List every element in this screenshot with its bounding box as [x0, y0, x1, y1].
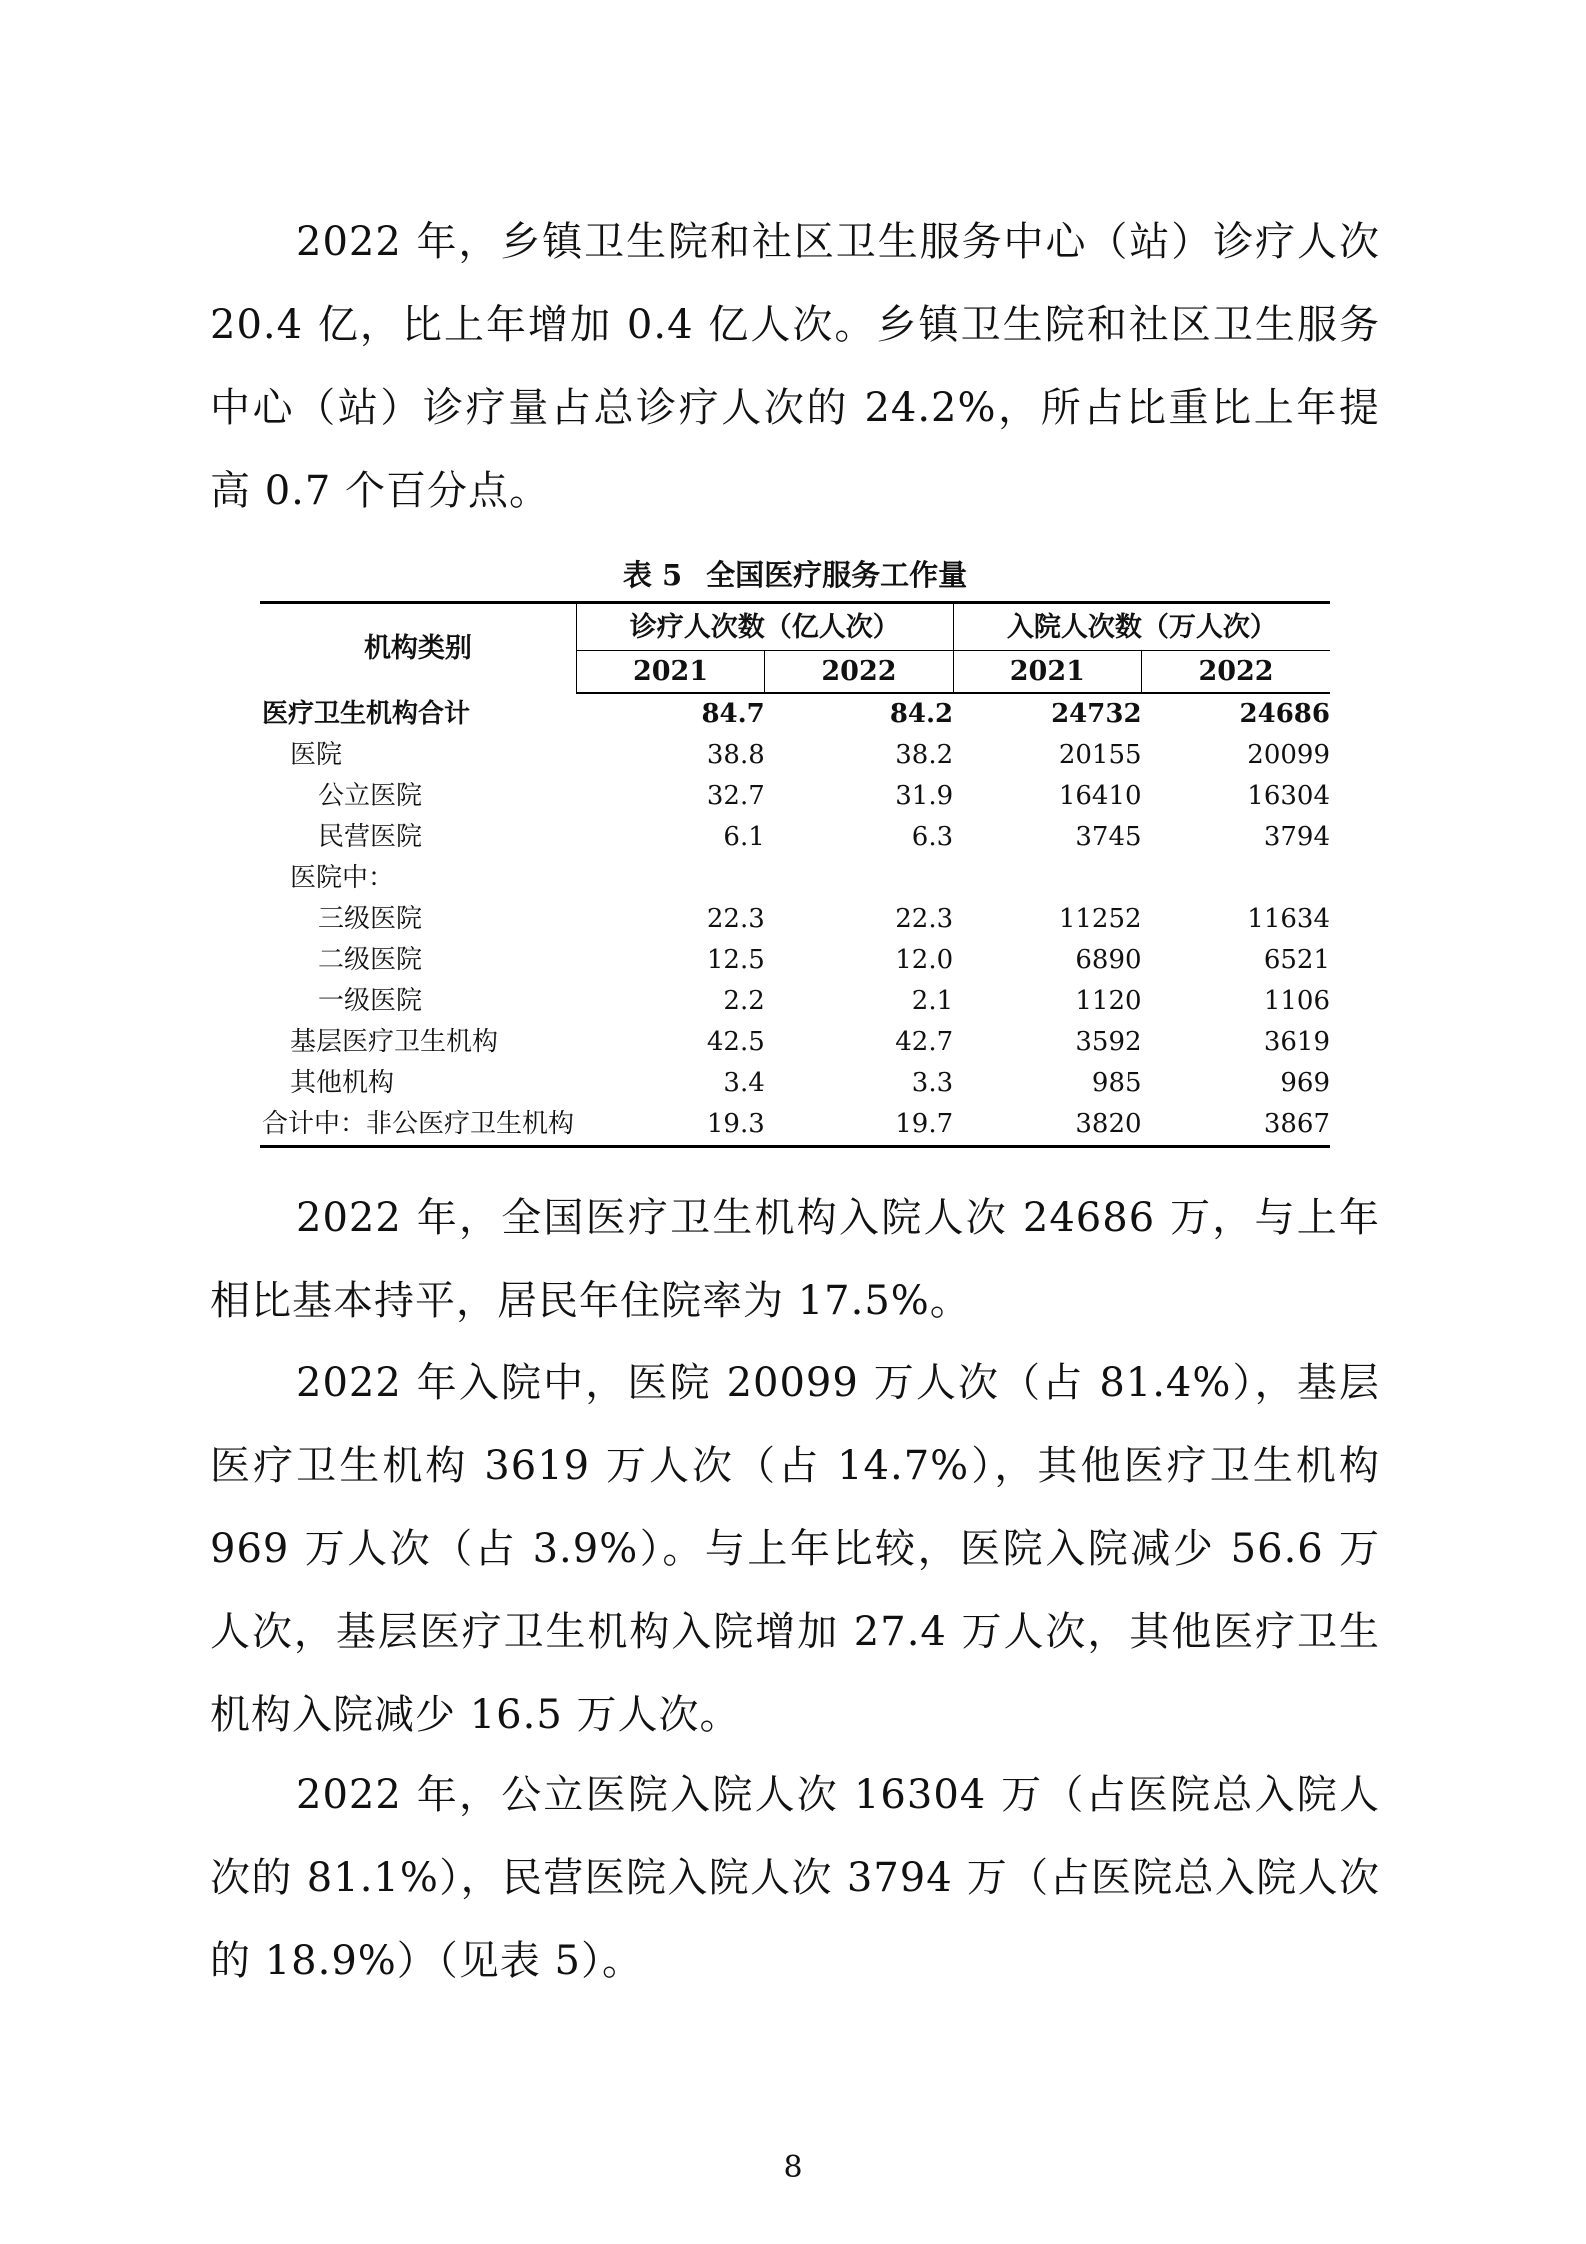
cell-value: 3820 — [953, 1104, 1141, 1147]
row-label: 一级医院 — [318, 986, 423, 1016]
table-caption — [260, 553, 1330, 597]
cell-value: 20155 — [1058, 740, 1142, 770]
cell-value: 6890 — [1075, 945, 1142, 975]
page-number: 8 — [783, 2150, 803, 2185]
table-row — [260, 1063, 1330, 1104]
table-row — [260, 858, 1330, 899]
cell-value: 2.2 — [723, 986, 765, 1016]
cell-value: 22.3 — [895, 904, 954, 934]
cell-value: 38.2 — [895, 740, 954, 770]
table-number: 表 5 — [622, 558, 683, 592]
cell-value: 42.7 — [895, 1027, 954, 1057]
cell-value: 3745 — [1075, 822, 1142, 852]
row-label: 基层医疗卫生机构 — [290, 1027, 499, 1057]
cell-value: 24686 — [1239, 699, 1330, 729]
cell-value: 31.9 — [895, 781, 954, 811]
cell-value: 3794 — [1263, 822, 1330, 852]
paragraph-admissions-total: 2022 年，全国医疗卫生机构入院人次 24686 万，与上年相比基本持平，居民年住院率为 17.5%。 — [210, 1195, 1380, 1324]
cell-value: 6.1 — [723, 822, 765, 852]
cell-value: 20099 — [1247, 740, 1330, 770]
table-row — [260, 899, 1330, 940]
table-row — [260, 981, 1330, 1022]
cell-value: 969 — [1280, 1068, 1330, 1098]
cell-value: 24732 — [1051, 699, 1142, 729]
table-row — [260, 817, 1330, 858]
row-label: 医院中： — [290, 863, 395, 893]
cell-value: 16410 — [1058, 781, 1142, 811]
cell-value: 16304 — [1247, 781, 1330, 811]
paragraph-admissions-breakdown: 2022 年入院中，医院 20099 万人次（占 81.4%），基层医疗卫生机构 3619 万人次（占 14.7%），其他医疗卫生机构 969 万人次（占 3.9%）。与上年比较，医院入院减少 56.6 万人次，基层医疗卫生机构入院增加 27.4 万人次，其他医疗卫生机构入院减少 16.5 万人次。 — [210, 1360, 1380, 1738]
table-row — [260, 1104, 1330, 1147]
row-label: 公立医院 — [318, 781, 423, 811]
paragraph-outpatient-visits: 2022 年，乡镇卫生院和社区卫生服务中心（站）诊疗人次 20.4 亿，比上年增加 0.4 亿人次。乡镇卫生院和社区卫生服务中心（站）诊疗量占总诊疗人次的 24.2%，所占比重比上年提高 0.7 个百分点。 — [210, 219, 1380, 514]
cell-value — [1142, 858, 1330, 899]
row-label: 医院 — [290, 740, 343, 770]
header-category: 机构类别 — [260, 603, 576, 694]
row-label: 合计中：非公医疗卫生机构 — [260, 1104, 576, 1147]
row-label: 三级医院 — [318, 904, 423, 934]
table-row — [260, 693, 1330, 735]
cell-value: 3619 — [1263, 1027, 1330, 1057]
cell-value: 84.2 — [889, 699, 954, 729]
table-title: 全国医疗服务工作量 — [706, 558, 968, 592]
medical-service-workload-table — [260, 601, 1330, 1148]
table-row — [260, 1022, 1330, 1063]
cell-value: 12.5 — [706, 945, 765, 975]
cell-value: 1120 — [1075, 986, 1142, 1016]
cell-value: 11252 — [1058, 904, 1142, 934]
paragraph-public-private-hospitals: 2022 年，公立医院入院人次 16304 万（占医院总入院人次的 81.1%），民营医院入院人次 3794 万（占医院总入院人次的 18.9%）（见表 5）。 — [210, 1772, 1380, 1984]
cell-value: 6521 — [1263, 945, 1330, 975]
header-admissions: 入院人次数（万人次） — [953, 603, 1330, 651]
header-year: 2022 — [765, 651, 953, 694]
cell-value — [953, 858, 1141, 899]
cell-value: 22.3 — [706, 904, 765, 934]
row-label: 医疗卫生机构合计 — [262, 698, 471, 729]
cell-value: 42.5 — [706, 1027, 765, 1057]
cell-value: 12.0 — [895, 945, 954, 975]
row-label: 民营医院 — [318, 822, 423, 852]
row-label: 其他机构 — [290, 1068, 395, 1098]
cell-value: 38.8 — [706, 740, 765, 770]
cell-value: 2.1 — [911, 986, 954, 1016]
cell-value: 19.3 — [576, 1104, 764, 1147]
row-label: 二级医院 — [318, 945, 423, 975]
cell-value — [765, 858, 953, 899]
cell-value: 11634 — [1247, 904, 1330, 934]
header-year: 2021 — [953, 651, 1141, 694]
cell-value: 32.7 — [706, 781, 765, 811]
cell-value: 6.3 — [911, 822, 954, 852]
cell-value: 3.4 — [723, 1068, 765, 1098]
cell-value: 3.3 — [911, 1068, 954, 1098]
table-row — [260, 776, 1330, 817]
cell-value: 985 — [1091, 1068, 1142, 1098]
cell-value: 3592 — [1075, 1027, 1142, 1057]
cell-value — [576, 858, 764, 899]
cell-value: 84.7 — [701, 699, 765, 729]
cell-value: 3867 — [1142, 1104, 1330, 1147]
cell-value: 19.7 — [765, 1104, 953, 1147]
cell-value: 1106 — [1263, 986, 1330, 1016]
table-row — [260, 735, 1330, 776]
header-year: 2022 — [1142, 651, 1330, 694]
table-row — [260, 940, 1330, 981]
header-year: 2021 — [576, 651, 764, 694]
header-outpatient-visits: 诊疗人次数（亿人次） — [576, 603, 953, 651]
